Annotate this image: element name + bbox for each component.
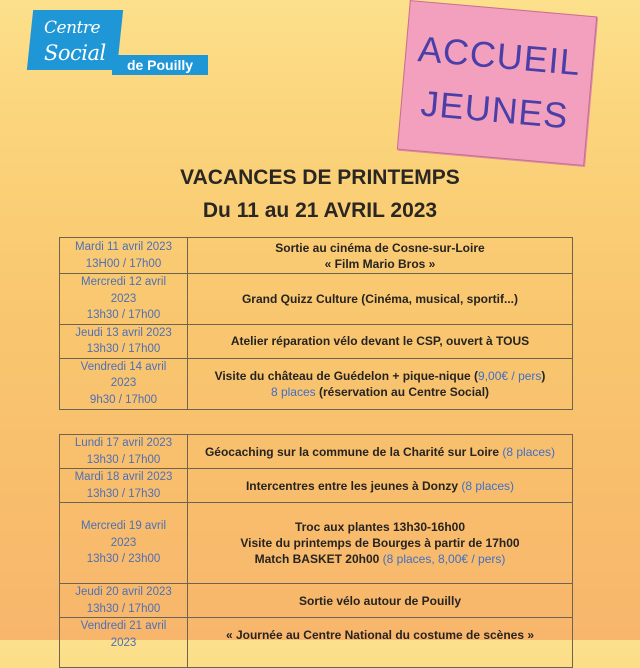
date-line: Mercredi 19 avril [81, 520, 166, 533]
schedule-activity-cell [188, 584, 573, 618]
activity-text: « Journée au Centre National du costume de scènes » [225, 628, 535, 642]
date-line: 13h30 / 17h00 [86, 309, 161, 321]
activity-line [188, 535, 572, 551]
activity-line [188, 333, 572, 349]
schedule-activity-cell [188, 503, 573, 584]
date-line: Mardi 11 avril 2023 [75, 241, 172, 253]
activity-text: Atelier réparation vélo devant le CSP, ouvert à TOUS [230, 334, 530, 348]
logo-text-de-pouilly: de Pouilly [112, 55, 208, 75]
schedule-row [60, 238, 573, 274]
date-line: Jeudi 20 avril 2023 [75, 586, 172, 598]
activity-line [188, 368, 572, 384]
activity-text: Intercentres entre les jeunes à Donzy [245, 478, 462, 493]
schedule-activity-cell [188, 435, 573, 469]
activity-text: (réservation au Centre Social) [315, 384, 490, 399]
date-line: 13h30 / 17h00 [86, 453, 161, 466]
activity-text: Sortie au cinéma de Cosne-sur-Loire [275, 240, 485, 255]
schedule-row [60, 435, 573, 469]
badge-line-jeunes: JEUNES [419, 82, 571, 137]
date-line: 2023 [110, 377, 137, 390]
date-line: 13h30 / 17h30 [86, 487, 161, 500]
schedule-activity-cell [188, 469, 573, 503]
centre-social-logo [24, 10, 194, 73]
date-line: 2023 [110, 636, 137, 649]
activity-line [188, 551, 572, 567]
schedule-date-cell [60, 618, 188, 668]
logo-text-social: Social [44, 41, 106, 65]
activity-line [188, 240, 572, 256]
activity-text: Match BASKET 20h00 [254, 552, 383, 566]
date-line: 2023 [110, 292, 137, 305]
logo-text-centre: Centre [44, 18, 101, 38]
schedule-date-cell [60, 324, 188, 358]
schedule-row [60, 324, 573, 358]
schedule-date-cell [60, 584, 188, 618]
schedule-date-cell [60, 435, 188, 469]
schedule-activity-cell [188, 358, 573, 409]
schedule-row [60, 469, 573, 503]
activity-line [188, 384, 572, 400]
schedule-table-week-2 [59, 434, 573, 668]
date-line: 13h30 / 23h00 [86, 553, 161, 566]
activity-line [188, 291, 572, 307]
date-line: 2023 [110, 536, 137, 549]
schedule-date-cell [60, 469, 188, 503]
activity-line [188, 519, 572, 535]
activity-line [188, 478, 572, 494]
date-line: Mercredi 12 avril [81, 276, 166, 288]
activity-text: Visite du château de Guédelon + pique-nique ( [214, 368, 479, 383]
activity-highlight: 8 places [270, 384, 316, 399]
schedule-row [60, 358, 573, 409]
date-line: 9h30 / 17h00 [89, 393, 158, 406]
activity-line [188, 627, 572, 643]
activity-line [188, 593, 572, 609]
schedule-activity-cell [188, 324, 573, 358]
date-line: Mardi 18 avril 2023 [74, 471, 173, 483]
schedule-row [60, 274, 573, 325]
activity-text: Troc aux plantes 13h30-16h00 [294, 520, 466, 534]
schedule-row [60, 503, 573, 584]
activity-text: « Film Mario Bros » [324, 256, 436, 271]
activity-text: ) [541, 368, 546, 383]
schedule-activity-cell [188, 238, 573, 274]
schedule-date-cell [60, 274, 188, 325]
badge-line-accueil: ACCUEIL [416, 28, 583, 84]
date-line: Jeudi 13 avril 2023 [75, 326, 172, 339]
schedule-date-cell [60, 238, 188, 274]
date-line: Vendredi 14 avril [80, 360, 167, 373]
activity-highlight: 9,00€ / pers [478, 368, 542, 383]
activity-highlight: (8 places, 8,00€ / pers) [382, 552, 506, 566]
heading-dates: Du 11 au 21 AVRIL 2023 [202, 199, 438, 222]
schedule-row [60, 618, 573, 668]
activity-text: Sortie vélo autour de Pouilly [298, 593, 462, 608]
activity-text: Grand Quizz Culture (Cinéma, musical, sportif...) [241, 291, 519, 306]
activity-line [188, 444, 572, 460]
date-line: 13h30 / 17h00 [86, 343, 161, 355]
schedule-date-cell [60, 358, 188, 409]
schedule-activity-cell [188, 618, 573, 668]
date-line: 13h30 / 17h00 [86, 602, 161, 615]
heading-vacances: VACANCES DE PRINTEMPS [180, 166, 460, 189]
activity-text: Géocaching sur la commune de la Charité sur Loire [204, 444, 503, 459]
activity-highlight: (8 places) [502, 444, 556, 459]
accueil-jeunes-badge [397, 0, 597, 166]
date-line: Vendredi 21 avril [80, 620, 167, 632]
schedule-activity-cell [188, 274, 573, 325]
schedule-row [60, 584, 573, 618]
activity-highlight: (8 places) [461, 478, 515, 493]
activity-line [188, 256, 572, 272]
date-line: 13H00 / 17h00 [85, 257, 162, 270]
schedule-table-week-1 [59, 237, 573, 410]
activity-text: Visite du printemps de Bourges à partir de 17h00 [240, 536, 520, 550]
date-line: Lundi 17 avril 2023 [74, 437, 173, 449]
schedule-date-cell [60, 503, 188, 584]
